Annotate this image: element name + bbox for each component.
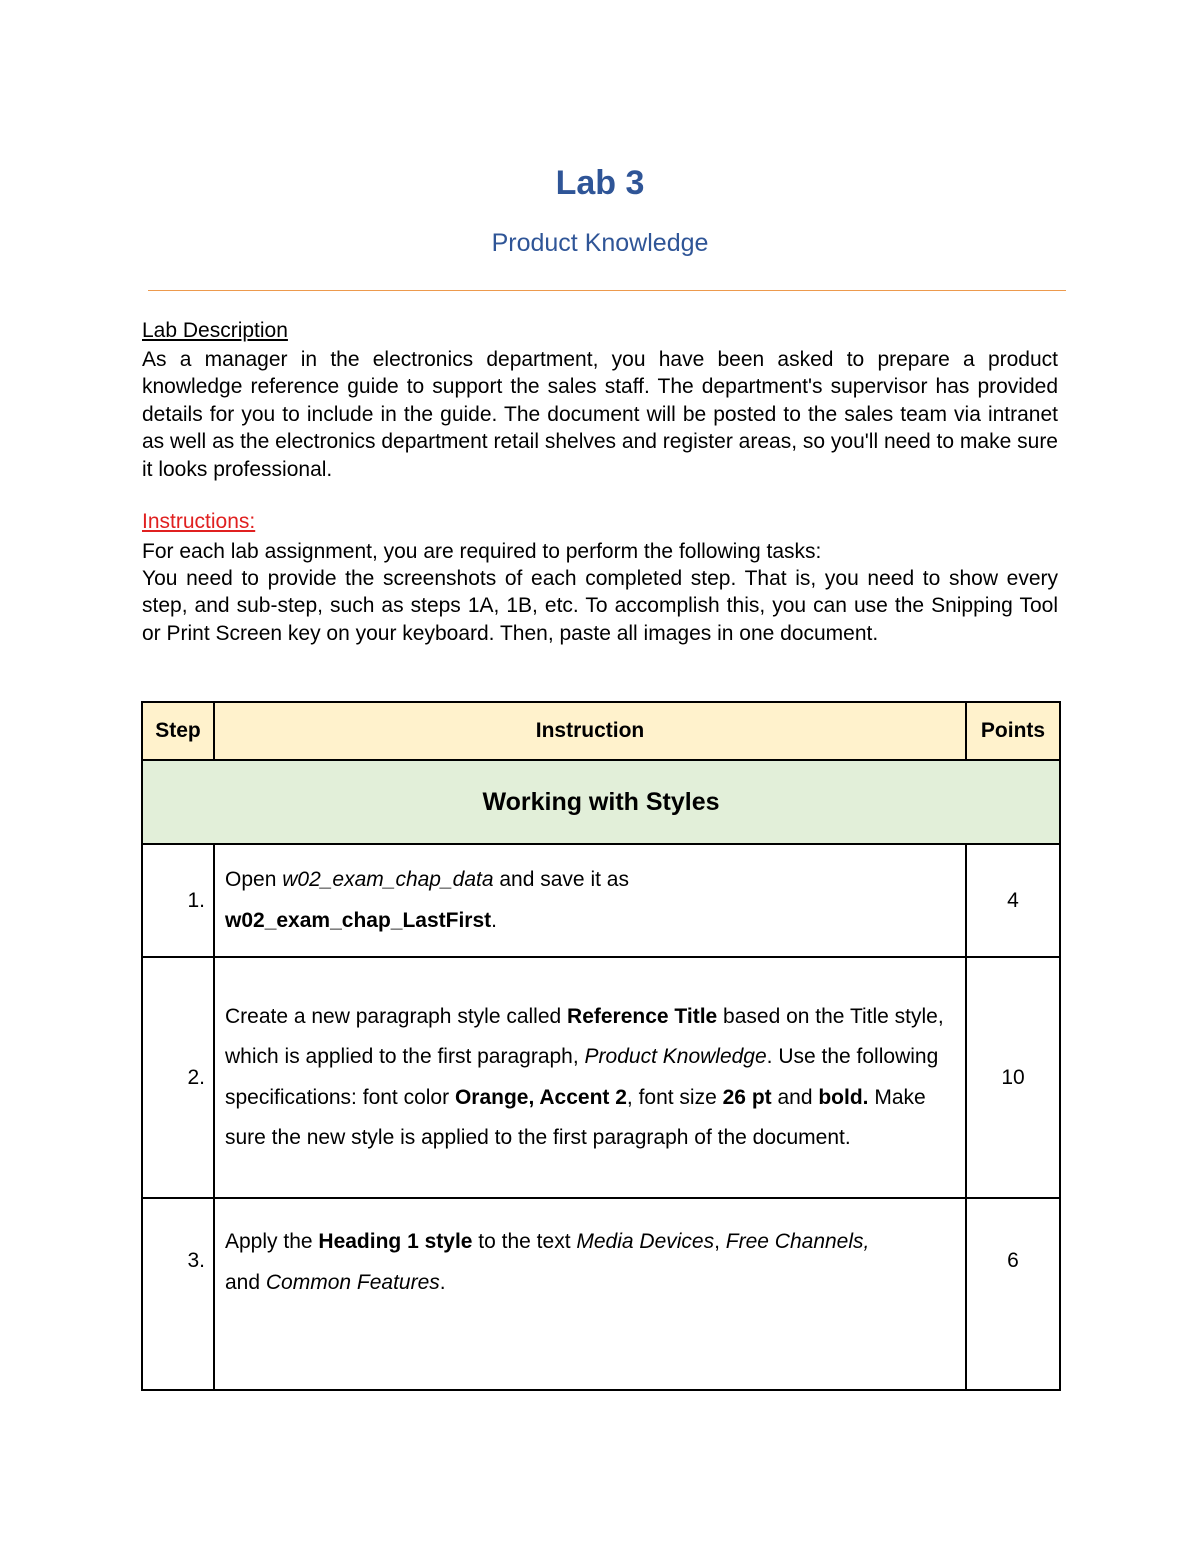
instructions-heading: Instructions: bbox=[142, 510, 256, 533]
table-header-row bbox=[142, 702, 1060, 760]
document-subtitle: Product Knowledge bbox=[491, 229, 709, 257]
instructions-intro: For each lab assignment, you are required to perform the following tasks: bbox=[142, 540, 822, 563]
step-points: 6 bbox=[966, 1198, 1060, 1390]
instructions-text: You need to provide the screenshots of each completed step. That is, you need to show every step, and sub-step, such as steps 1A, 1B, etc. To accomplish this, you can use the Snipping Tool or Print Screen key on your keyboard. Then, paste all images in one document. bbox=[142, 567, 1058, 645]
step-instruction: Apply the Heading 1 style to the text Media Devices, Free Channels, and Common Features. bbox=[214, 1198, 966, 1390]
table-row bbox=[142, 844, 1060, 957]
step-points: 10 bbox=[966, 957, 1060, 1198]
step-number: 1. bbox=[142, 844, 214, 957]
step-number: 2. bbox=[142, 957, 214, 1198]
table-row bbox=[142, 957, 1060, 1198]
header-step: Step bbox=[142, 702, 214, 760]
document-title: Lab 3 bbox=[555, 164, 645, 202]
section-title: Working with Styles bbox=[142, 760, 1060, 844]
section-row bbox=[142, 760, 1060, 844]
table-row bbox=[142, 1198, 1060, 1390]
step-instruction: Open w02_exam_chap_data and save it as w02_exam_chap_LastFirst. bbox=[214, 844, 966, 957]
step-points: 4 bbox=[966, 844, 1060, 957]
header-instruction: Instruction bbox=[214, 702, 966, 760]
header-points: Points bbox=[966, 702, 1060, 760]
lab-description-text: As a manager in the electronics department, you have been asked to prepare a product knowledge reference guide to support the sales staff. The department's supervisor has provided details for you to include in the guide. The document will be posted to the sales team via intranet as well as the electronics department retail shelves and register areas, so you'll need to make sure it looks professional. bbox=[142, 348, 1058, 481]
lab-description-heading: Lab Description bbox=[142, 319, 288, 342]
title-divider bbox=[148, 290, 1066, 291]
step-instruction: Create a new paragraph style called Reference Title based on the Title style, which is applied to the first paragraph, Product Knowledge. Use the following specifications: font color Orange, Accent 2, font size 26 pt and bold. Make sure the new style is applied to the first paragraph of the document. bbox=[214, 957, 966, 1198]
step-number: 3. bbox=[142, 1198, 214, 1390]
lab-steps-table bbox=[141, 701, 1061, 1391]
